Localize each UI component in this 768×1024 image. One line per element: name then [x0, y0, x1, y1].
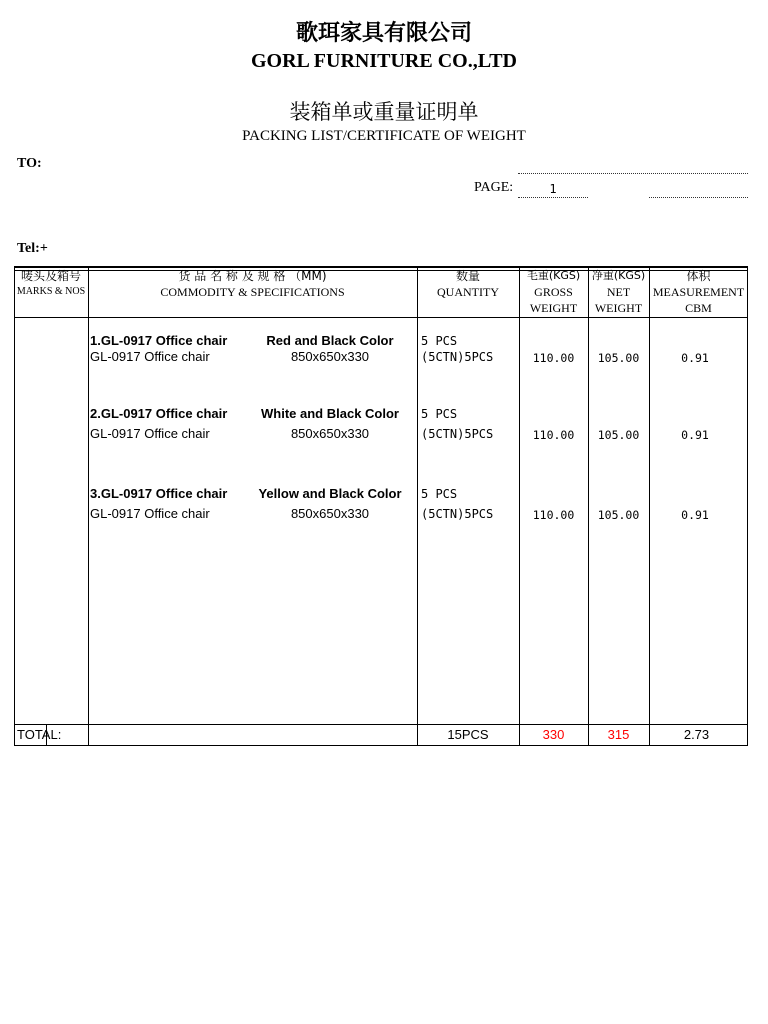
row-3-gross: 110.00 [532, 508, 575, 522]
page-line-2 [649, 197, 748, 198]
header-marks [14, 268, 88, 300]
row-2-model: GL-0917 Office chair [90, 426, 210, 441]
header-marks-zh: 唛头及箱号 [20, 269, 81, 283]
row-3-qty: 5 PCS [421, 487, 458, 501]
row-2-title: 2.GL-0917 Office chair [90, 406, 228, 421]
header-net-en1: NET [606, 285, 631, 299]
to-label: TO: [17, 156, 42, 171]
company-name-zh: 歌珥家具有限公司 [295, 21, 472, 46]
col-divider-4 [588, 266, 589, 746]
row-1-gross: 110.00 [532, 351, 575, 365]
header-net-en2: WEIGHT [594, 301, 643, 315]
row-2-gross: 110.00 [532, 428, 575, 442]
document-title-zh: 装箱单或重量证明单 [289, 100, 479, 124]
page-line [518, 197, 588, 198]
col-divider-5 [649, 266, 650, 746]
page-label: PAGE: [474, 180, 514, 195]
col-divider-1 [88, 266, 89, 746]
header-rule [14, 317, 748, 318]
row-1-title: 1.GL-0917 Office chair [90, 333, 228, 348]
document-title-en: PACKING LIST/CERTIFICATE OF WEIGHT [242, 128, 526, 144]
to-line [518, 173, 748, 174]
total-measurement: 2.73 [683, 727, 710, 742]
header-commodity [88, 268, 417, 300]
row-1-cbm: 0.91 [681, 351, 709, 365]
total-gross-weight: 330 [542, 727, 565, 742]
row-1-size: 850x650x330 [290, 349, 370, 364]
header-gross-en2: WEIGHT [529, 301, 578, 315]
header-measurement-zh: 体积 [686, 269, 711, 283]
page-value: 1 [549, 182, 557, 196]
header-measurement [649, 268, 748, 316]
header-marks-en: MARKS & NOS [16, 286, 86, 297]
row-1-model: GL-0917 Office chair [90, 349, 210, 364]
header-net-zh: 净重(KGS) [591, 269, 646, 282]
header-net [588, 268, 649, 316]
row-3-cartons: (5CTN)5PCS [421, 507, 494, 521]
header-gross [519, 268, 588, 316]
header-gross-en1: GROSS [534, 285, 573, 299]
row-2-cbm: 0.91 [681, 428, 709, 442]
row-2-color: White and Black Color [261, 406, 399, 421]
row-3-cbm: 0.91 [681, 508, 709, 522]
row-1-net: 105.00 [597, 351, 640, 365]
total-label: TOTAL: [17, 727, 62, 742]
row-3-model: GL-0917 Office chair [90, 506, 210, 521]
company-name-en: GORL FURNITURE CO.,LTD [251, 50, 517, 72]
header-quantity-en: QUANTITY [437, 285, 499, 299]
total-net-weight: 315 [607, 727, 630, 742]
total-quantity: 15PCS [447, 727, 489, 742]
header-commodity-zh: 货 品 名 称 及 规 格 （MM) [178, 269, 327, 283]
header-gross-zh: 毛重(KGS) [526, 269, 581, 282]
header-measurement-en2: CBM [685, 301, 712, 315]
total-rule [14, 724, 748, 725]
row-3-size: 850x650x330 [290, 506, 370, 521]
row-2-cartons: (5CTN)5PCS [421, 427, 494, 441]
row-2-qty: 5 PCS [421, 407, 458, 421]
header-quantity-zh: 数量 [455, 269, 480, 283]
row-3-title: 3.GL-0917 Office chair [90, 486, 228, 501]
header-measurement-en1: MEASUREMENT [652, 285, 745, 299]
row-3-net: 105.00 [597, 508, 640, 522]
row-3-color: Yellow and Black Color [258, 486, 402, 501]
row-2-size: 850x650x330 [290, 426, 370, 441]
header-commodity-en: COMMODITY & SPECIFICATIONS [160, 285, 345, 299]
col-divider-2 [417, 266, 418, 746]
header-quantity [417, 268, 519, 300]
tel-label: Tel:+ [17, 241, 48, 256]
col-divider-3 [519, 266, 520, 746]
row-1-qty: 5 PCS [421, 334, 458, 348]
row-1-color: Red and Black Color [266, 333, 394, 348]
row-2-net: 105.00 [597, 428, 640, 442]
row-1-cartons: (5CTN)5PCS [421, 350, 494, 364]
